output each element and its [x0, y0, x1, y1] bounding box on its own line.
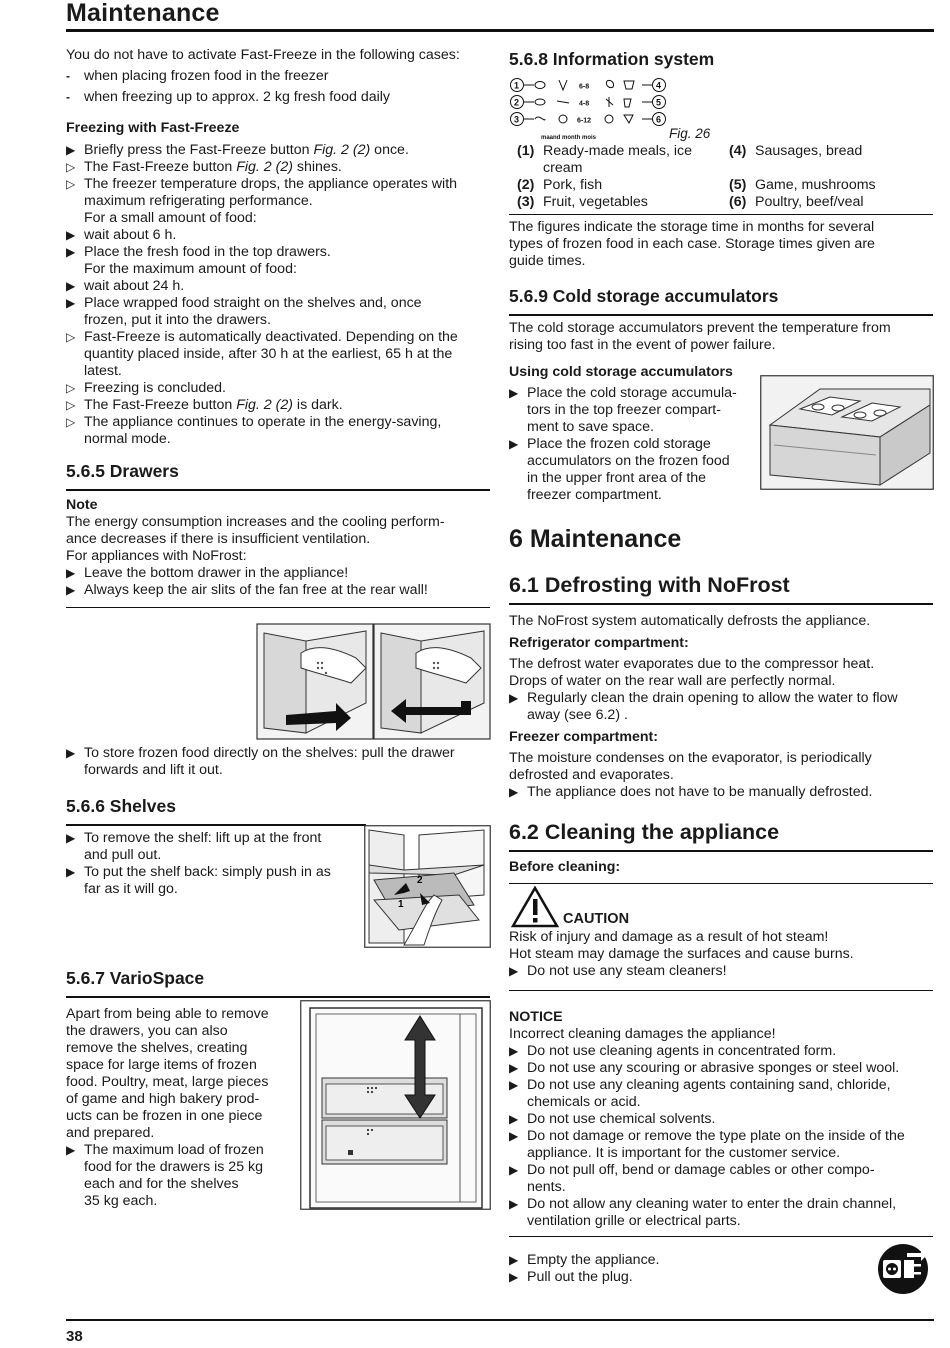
accumulator-step: ment to save space.	[527, 419, 654, 435]
arrow-bullet-icon: ▶	[509, 1061, 519, 1075]
variospace-line: of game and high bakery prod-	[66, 1091, 260, 1107]
variospace-line: food. Poultry, meat, large pieces	[66, 1074, 269, 1090]
fast-freeze-step: ▶ Place the fresh food in the top drawers.	[66, 244, 331, 260]
caution-line: Risk of injury and damage as a result of hot steam!	[509, 929, 829, 945]
storage-legend	[509, 143, 934, 211]
fast-freeze-steps	[66, 142, 491, 448]
accumulator-step: freezer compartment.	[527, 487, 662, 503]
arrow-bullet-icon: ▶	[66, 296, 76, 310]
arrow-bullet-icon: ▶	[509, 1112, 519, 1126]
refrigerator-line: ▶ Regularly clean the drain opening to allow the water to flow	[509, 690, 898, 706]
svg-text:2: 2	[514, 97, 520, 108]
shelf-step-label-2: 2	[417, 875, 423, 886]
paragraph-line: guide times.	[509, 253, 586, 269]
fast-freeze-step: maximum refrigerating performance.	[84, 193, 313, 209]
notice-line: ▶ Do not use any scouring or abrasive sponges or steel wool.	[509, 1060, 900, 1076]
before-cleaning-label: Before cleaning:	[509, 859, 621, 875]
fig26-caption: Fig. 26	[669, 126, 711, 141]
caution-line: ▶ Do not use any steam cleaners!	[509, 963, 727, 979]
variospace-line: remove the shelves, creating	[66, 1040, 248, 1056]
notice-line: Incorrect cleaning damages the appliance!	[509, 1026, 776, 1042]
note-list	[66, 514, 491, 599]
caution-bottom-rule	[509, 990, 933, 991]
arrow-bullet-icon: ▶	[66, 245, 76, 259]
note-rule	[66, 607, 490, 608]
fast-freeze-heading: Freezing with Fast-Freeze	[66, 120, 240, 136]
svg-text:6: 6	[656, 114, 662, 125]
fast-freeze-step: ▷ Freezing is concluded.	[66, 380, 226, 396]
maintenance-heading: 6 Maintenance	[509, 525, 682, 553]
variospace-line: the drawers, you can also	[66, 1023, 228, 1039]
arrow-bullet-icon: ▶	[509, 386, 519, 400]
freezer-line: ▶ The appliance does not have to be manually defrosted.	[509, 784, 873, 800]
fast-freeze-step: ▶ wait about 6 h.	[66, 227, 177, 243]
arrow-bullet-icon: ▶	[509, 1197, 519, 1211]
cold-storage-rule	[509, 314, 933, 316]
arrow-bullet-icon: ▶	[509, 1078, 519, 1092]
fast-freeze-step: ▷ Fast-Freeze is automatically deactivated. Depending on the	[66, 329, 458, 345]
result-arrow-icon: ▷	[66, 381, 76, 395]
notice-bottom-rule	[509, 1236, 933, 1237]
arrow-bullet-icon: ▶	[66, 566, 76, 580]
paragraph-line: rising too fast in the event of power failure.	[509, 337, 776, 353]
note-line: ▶ Leave the bottom drawer in the appliance!	[66, 565, 349, 581]
notice-line: chemicals or acid.	[527, 1094, 641, 1110]
dash-bullet-icon: -	[66, 90, 70, 104]
warning-triangle-icon	[511, 886, 559, 928]
variospace-line: food for the drawers is 25 kg	[84, 1159, 264, 1175]
result-arrow-icon: ▷	[66, 160, 76, 174]
svg-text:4-8: 4-8	[579, 100, 590, 108]
drawer-store-step: ▶ To store frozen food directly on the shelves: pull the drawer	[66, 745, 455, 761]
accumulator-step: ▶ Place the frozen cold storage	[509, 436, 711, 452]
accumulator-step: accumulators on the frozen food	[527, 453, 730, 469]
fast-freeze-step: frozen, put it into the drawers.	[84, 312, 271, 328]
legend-row: (1) Ready-made meals, ice (4) Sausages, bread	[517, 143, 863, 159]
defrosting-heading: 6.1 Defrosting with NoFrost	[509, 573, 790, 597]
caution-block	[509, 883, 934, 1286]
accumulator-step: ▶ Place the cold storage accumula-	[509, 385, 737, 401]
variospace-line: and prepared.	[66, 1125, 155, 1141]
fast-freeze-step: ▷ The Fast-Freeze button Fig. 2 (2) shines.	[66, 159, 342, 175]
svg-text:5: 5	[656, 97, 662, 108]
result-arrow-icon: ▷	[66, 177, 76, 191]
dash-bullet-icon: -	[66, 69, 70, 83]
arrow-bullet-icon: ▶	[509, 437, 519, 451]
final-step: ▶ Empty the appliance.	[509, 1252, 660, 1268]
arrow-bullet-icon: ▶	[66, 279, 76, 293]
dash-list	[66, 68, 491, 106]
shelves-step: far as it will go.	[84, 881, 178, 897]
left-column	[66, 47, 491, 608]
fast-freeze-step: For a small amount of food:	[84, 210, 257, 226]
variospace-line: 35 kg each.	[84, 1193, 158, 1209]
variospace-line: space for large items of frozen	[66, 1057, 257, 1073]
result-arrow-icon: ▷	[66, 330, 76, 344]
shelves-rule	[66, 824, 366, 826]
variospace-rule	[66, 996, 490, 998]
variospace-line: each and for the shelves	[84, 1176, 239, 1192]
variospace-text	[66, 1006, 287, 1210]
fast-freeze-step: ▷ The freezer temperature drops, the appliance operates with	[66, 176, 458, 192]
accumulator-step: tors in the top freezer compart-	[527, 402, 721, 418]
result-arrow-icon: ▷	[66, 398, 76, 412]
shelves-steps	[66, 830, 366, 898]
variospace-line: Apart from being able to remove	[66, 1006, 269, 1022]
arrow-bullet-icon: ▶	[509, 691, 519, 705]
info-system-heading: 5.6.8 Information system	[509, 49, 715, 69]
legend-row: (3) Fruit, vegetables (6) Poultry, beef/veal	[517, 194, 864, 210]
refrigerator-label: Refrigerator compartment:	[509, 635, 689, 651]
legend-row: cream	[543, 160, 583, 176]
notice-line: ▶ Do not use chemical solvents.	[509, 1111, 716, 1127]
svg-text:4: 4	[656, 80, 662, 91]
dash-list-item: - when placing frozen food in the freezer	[66, 68, 329, 84]
refrigerator-text	[509, 656, 934, 724]
final-step: ▶ Pull out the plug.	[509, 1269, 633, 1285]
shelf-figure	[364, 825, 491, 948]
drawers-rule	[66, 489, 490, 491]
maintenance-section	[509, 525, 934, 876]
fast-freeze-step: For the maximum amount of food:	[84, 261, 297, 277]
arrow-bullet-icon: ▶	[66, 831, 76, 845]
accumulator-figure	[760, 375, 934, 490]
notice-line: appliance. It is important for the customer service.	[527, 1145, 841, 1161]
defrosting-intro: The NoFrost system automatically defrosts the appliance.	[509, 613, 871, 629]
fast-freeze-step: ▶ Briefly press the Fast-Freeze button Fig. 2 (2) once.	[66, 142, 409, 158]
caution-line: Hot steam may damage the surfaces and cause burns.	[509, 946, 854, 962]
freezer-text	[509, 750, 934, 801]
unplug-icon	[877, 1243, 929, 1295]
notice-line: nents.	[527, 1179, 566, 1195]
using-accumulators-steps	[509, 385, 753, 504]
fast-freeze-step: quantity placed inside, after 30 h at the earliest, 65 h at the	[84, 346, 453, 362]
notice-line: ventilation grille or electrical parts.	[527, 1213, 741, 1229]
variospace-figure	[300, 1000, 491, 1210]
fast-freeze-step: ▷ The appliance continues to operate in the energy-saving,	[66, 414, 442, 430]
page-number: 38	[66, 1328, 83, 1345]
legend-rule	[509, 214, 933, 215]
shelves-heading: 5.6.6 Shelves	[66, 796, 176, 816]
months-label: maand month mois	[541, 135, 597, 141]
header-rule	[66, 29, 934, 32]
cold-storage-text	[509, 320, 934, 354]
note-line: ance decreases if there is insufficient ventilation.	[66, 531, 371, 547]
arrow-bullet-icon: ▶	[66, 583, 76, 597]
cold-storage-heading: 5.6.9 Cold storage accumulators	[509, 286, 779, 306]
shelves-step: ▶ To remove the shelf: lift up at the front	[66, 830, 322, 846]
legend-row: (2) Pork, fish (5) Game, mushrooms	[517, 177, 876, 193]
variospace-line: ucts can be frozen in one piece	[66, 1108, 263, 1124]
notice-line: ▶ Do not allow any cleaning water to enter the drain channel,	[509, 1196, 897, 1212]
refrigerator-line: away (see 6.2) .	[527, 707, 628, 723]
paragraph-line: The figures indicate the storage time in months for several	[509, 219, 875, 235]
right-column	[509, 49, 934, 69]
note-label: Note	[66, 497, 98, 513]
variospace-heading: 5.6.7 VarioSpace	[66, 968, 205, 988]
note-line: For appliances with NoFrost:	[66, 548, 247, 564]
fast-freeze-step: ▶ Place wrapped food straight on the shelves and, once	[66, 295, 422, 311]
fast-freeze-step: ▷ The Fast-Freeze button Fig. 2 (2) is dark.	[66, 397, 343, 413]
arrow-bullet-icon: ▶	[509, 1044, 519, 1058]
fast-freeze-step: ▶ wait about 24 h.	[66, 278, 185, 294]
result-arrow-icon: ▷	[66, 415, 76, 429]
using-accumulators-heading: Using cold storage accumulators	[509, 364, 733, 380]
svg-text:6-8: 6-8	[579, 83, 590, 91]
drawer-removal-figure	[256, 623, 491, 740]
freezer-line: The moisture condenses on the evaporator, is periodically	[509, 750, 872, 766]
arrow-bullet-icon: ▶	[66, 746, 76, 760]
notice-text	[509, 1026, 934, 1230]
arrow-bullet-icon: ▶	[66, 228, 76, 242]
notice-line: ▶ Do not damage or remove the type plate on the inside of the	[509, 1128, 905, 1144]
svg-text:3: 3	[514, 114, 520, 125]
drawers-heading: 5.6.5 Drawers	[66, 461, 179, 481]
arrow-bullet-icon: ▶	[509, 964, 519, 978]
paragraph-line: types of frozen food in each case. Storage times given are	[509, 236, 875, 252]
info-system-text	[509, 219, 934, 270]
freezer-label: Freezer compartment:	[509, 729, 659, 745]
shelves-step: ▶ To put the shelf back: simply push in as	[66, 864, 331, 880]
arrow-bullet-icon: ▶	[509, 1163, 519, 1177]
refrigerator-line: Drops of water on the rear wall are perfectly normal.	[509, 673, 836, 689]
defrosting-rule	[509, 603, 933, 605]
final-steps	[509, 1252, 934, 1286]
shelf-step-label-1: 1	[398, 899, 404, 910]
fast-freeze-step: latest.	[84, 363, 122, 379]
arrow-bullet-icon: ▶	[509, 1253, 519, 1267]
cleaning-rule	[509, 850, 933, 852]
cleaning-heading: 6.2 Cleaning the appliance	[509, 820, 780, 844]
paragraph-line: The cold storage accumulators prevent the temperature from	[509, 320, 891, 336]
arrow-bullet-icon: ▶	[66, 143, 76, 157]
shelves-step: and pull out.	[84, 847, 162, 863]
svg-text:1: 1	[514, 80, 520, 91]
page-title: Maintenance	[66, 0, 220, 27]
refrigerator-line: The defrost water evaporates due to the compressor heat.	[509, 656, 875, 672]
caution-label: CAUTION	[563, 911, 630, 927]
notice-line: ▶ Do not pull off, bend or damage cables or other compo-	[509, 1162, 875, 1178]
variospace-line: ▶ The maximum load of frozen	[66, 1142, 264, 1158]
notice-label: NOTICE	[509, 1009, 563, 1025]
footer-rule	[66, 1319, 934, 1321]
fast-freeze-step: normal mode.	[84, 431, 171, 447]
arrow-bullet-icon: ▶	[509, 1129, 519, 1143]
drawer-store-block: ▶ To store frozen food directly on the shelves: pull the drawer forwards and lift it out. 5.6.6 Shelves ▶ To remove the shelf: lift up at the front and pull out. ▶ To put the shelf back: simply push in as far as it will go.	[66, 745, 491, 898]
arrow-bullet-icon: ▶	[66, 865, 76, 879]
note-line: The energy consumption increases and the cooling perform-	[66, 514, 445, 530]
note-line: ▶ Always keep the air slits of the fan free at the rear wall!	[66, 582, 428, 598]
notice-line: ▶ Do not use any cleaning agents containing sand, chloride,	[509, 1077, 891, 1093]
arrow-bullet-icon: ▶	[509, 1270, 519, 1284]
freezer-line: defrosted and evaporates.	[509, 767, 674, 783]
intro-text: You do not have to activate Fast-Freeze in the following cases:	[66, 47, 460, 63]
arrow-bullet-icon: ▶	[509, 785, 519, 799]
caution-text	[509, 929, 934, 980]
svg-text:6-12: 6-12	[577, 117, 592, 125]
arrow-bullet-icon: ▶	[66, 1143, 76, 1157]
dash-list-item: - when freezing up to approx. 2 kg fresh food daily	[66, 89, 391, 105]
notice-line: ▶ Do not use cleaning agents in concentrated form.	[509, 1043, 837, 1059]
accumulator-step: in the upper front area of the	[527, 470, 707, 486]
